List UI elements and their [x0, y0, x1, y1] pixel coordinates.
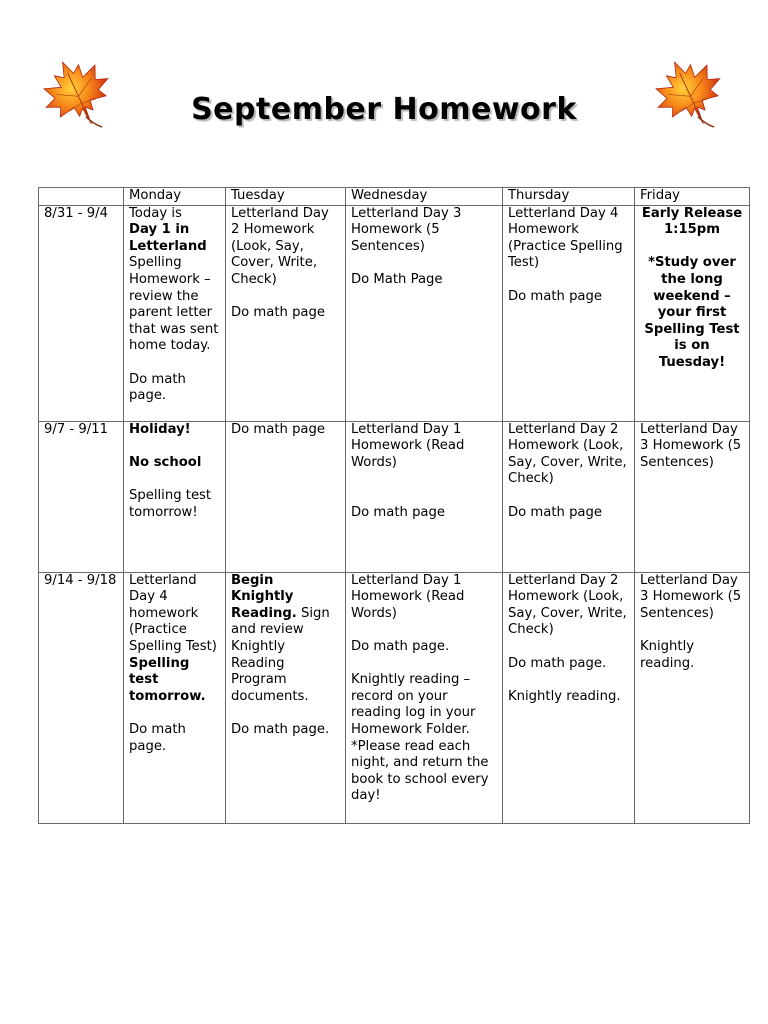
- cell-text: Knightly reading – record on your reading log in your Homework Folder.: [351, 672, 476, 737]
- cell-text: Do math page.: [231, 721, 330, 737]
- cell-text: Letterland Day 4 homework (Practice Spelling Test): [129, 572, 217, 654]
- cell-text: Letterland Day 1 Homework (Read Words): [351, 572, 465, 621]
- cell-text: Early Release 1:15pm: [641, 205, 743, 238]
- monday-cell: [124, 421, 226, 572]
- table-row: [39, 205, 750, 421]
- cell-text: Letterland Day 4 Homework (Practice Spelling Test): [508, 205, 623, 271]
- cell-text: Begin Knightly Reading.: [231, 572, 297, 621]
- cell-text: Day 1 in Letterland: [129, 222, 207, 254]
- cell-text: Spelling test tomorrow.: [129, 655, 206, 704]
- cell-text: Letterland Day 2 Homework (Look, Say, Cover, Write, Check): [508, 421, 627, 487]
- week-dates: 9/14 - 9/18: [39, 572, 124, 823]
- cell-text: Today is: [129, 205, 182, 221]
- tuesday-cell: [226, 421, 346, 572]
- cell-text: Do math page: [508, 504, 602, 520]
- friday-cell: [635, 205, 750, 421]
- thursday-cell: [503, 421, 635, 572]
- cell-text: Do Math Page: [351, 271, 443, 287]
- wednesday-cell: [346, 205, 503, 421]
- friday-cell: [635, 572, 750, 823]
- tuesday-cell: [226, 205, 346, 421]
- header-wednesday: Wednesday: [346, 188, 503, 206]
- header-friday: Friday: [635, 188, 750, 206]
- wednesday-cell: [346, 421, 503, 572]
- cell-text: Holiday!: [129, 421, 191, 437]
- monday-cell: [124, 572, 226, 823]
- cell-text: Sign and review Knightly Reading Program documents.: [231, 605, 330, 704]
- header-thursday: Thursday: [503, 188, 635, 206]
- cell-text: Do math page: [231, 305, 325, 321]
- wednesday-cell: [346, 572, 503, 823]
- cell-text: Letterland Day 3 Homework (5 Sentences): [640, 421, 742, 470]
- cell-text: Knightly reading.: [508, 688, 621, 704]
- cell-text: Spelling test tomorrow!: [129, 487, 212, 520]
- cell-text: Knightly reading.: [640, 638, 695, 671]
- table-row: [39, 421, 750, 572]
- cell-text: Do math page: [231, 421, 325, 437]
- cell-text: Do math page.: [129, 371, 186, 404]
- cell-text: Spelling Homework – review the parent letter that was sent home today.: [129, 255, 219, 354]
- tuesday-cell: [226, 572, 346, 823]
- monday-cell: [124, 205, 226, 421]
- cell-text: Do math page.: [129, 721, 186, 754]
- friday-cell: [635, 421, 750, 572]
- cell-text: *Please read each night, and return the book to school every day!: [351, 738, 489, 804]
- cell-text: Do math page.: [508, 655, 607, 671]
- cell-text: Letterland Day 1 Homework (Read Words): [351, 421, 465, 470]
- thursday-cell: [503, 572, 635, 823]
- week-dates: 8/31 - 9/4: [39, 205, 124, 421]
- homework-table: [38, 187, 750, 824]
- cell-text: Do math page: [508, 288, 602, 304]
- cell-text: Letterland Day 2 Homework (Look, Say, Cover, Write, Check): [231, 205, 329, 287]
- cell-text: Letterland Day 2 Homework (Look, Say, Cover, Write, Check): [508, 572, 627, 638]
- cell-text: Letterland Day 3 Homework (5 Sentences): [351, 205, 462, 254]
- cell-text: *Study over the long weekend – your first Spelling Test is on Tuesday!: [644, 255, 740, 370]
- cell-text: No school: [129, 454, 202, 470]
- header-tuesday: Tuesday: [226, 188, 346, 206]
- cell-text: Do math page.: [351, 638, 450, 654]
- thursday-cell: [503, 205, 635, 421]
- cell-text: Do math page: [351, 504, 445, 520]
- table-row: [39, 572, 750, 823]
- cell-text: Letterland Day 3 Homework (5 Sentences): [640, 572, 742, 621]
- header-monday: Monday: [124, 188, 226, 206]
- week-dates: 9/7 - 9/11: [39, 421, 124, 572]
- header-dates: [39, 188, 124, 206]
- page-title: September Homework: [191, 92, 577, 127]
- table-header-row: [39, 188, 750, 206]
